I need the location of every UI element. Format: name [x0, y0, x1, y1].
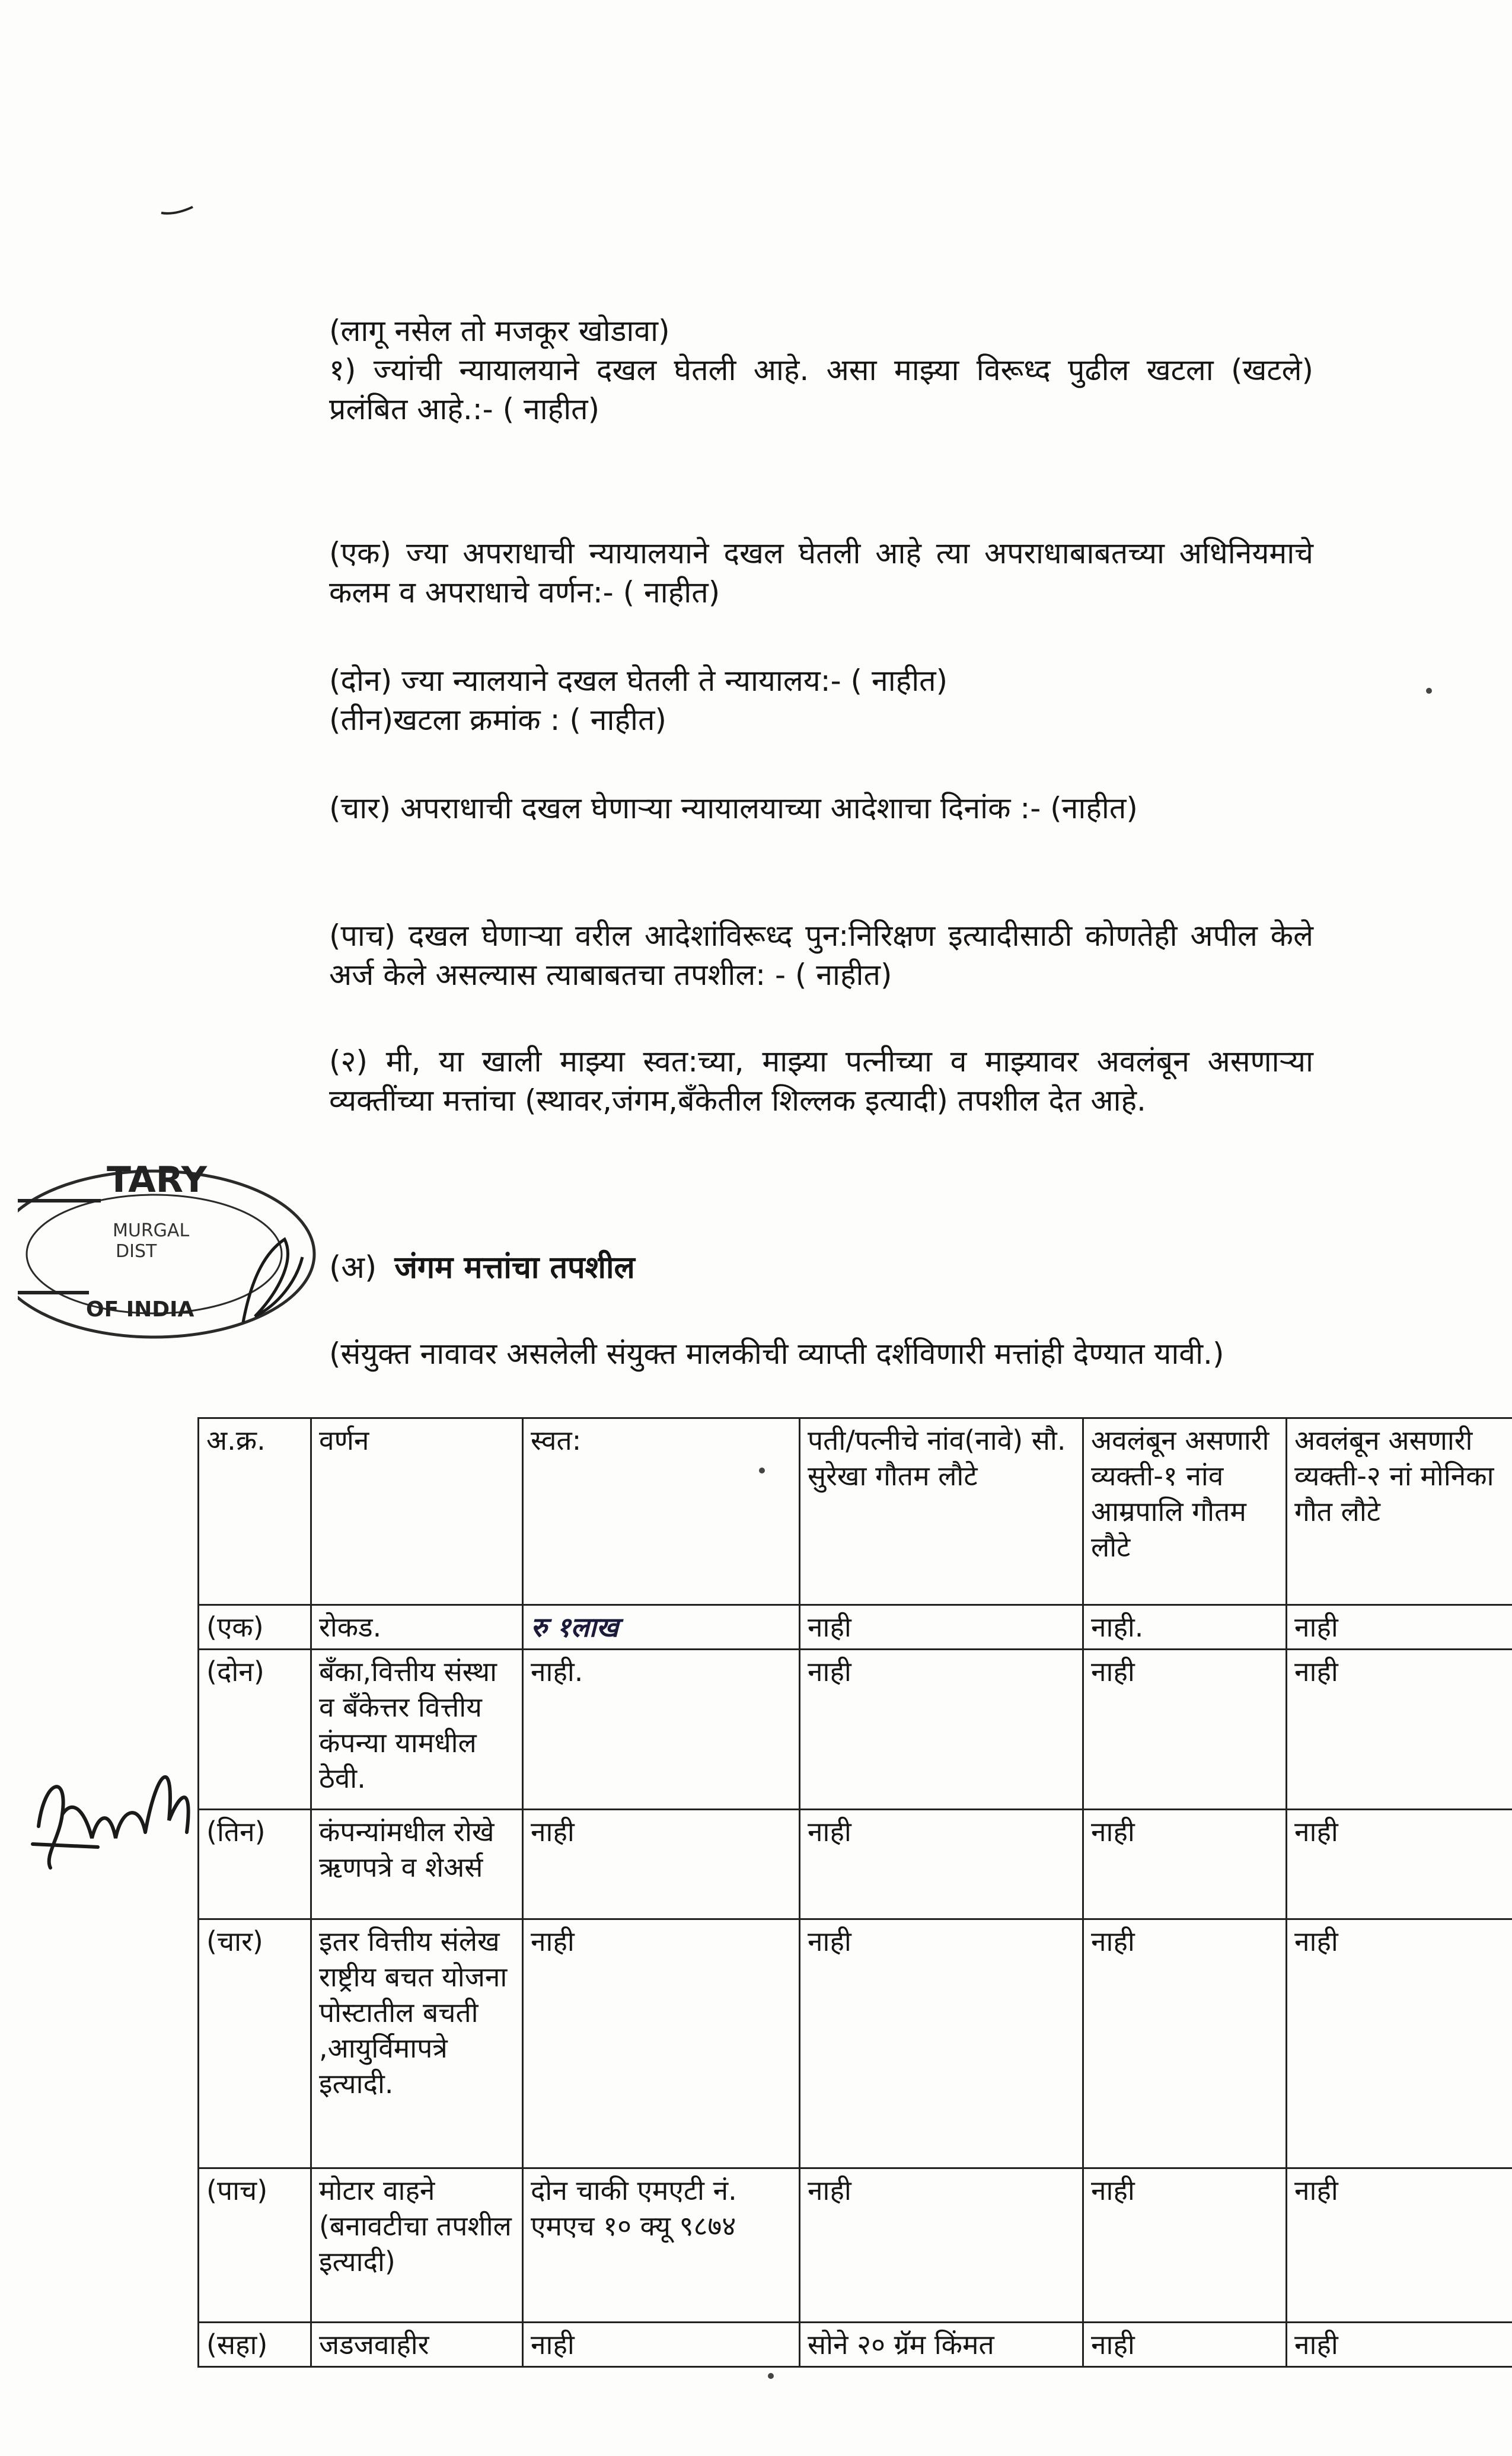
item-2-assets-intro: (२) मी, या खाली माझ्या स्वत:च्या, माझ्या पत्नीच्या व माझ्यावर अवलंबून असणाऱ्या व्यक्तींच्या मत्तांचा (स्थावर,जंगम,बँकेतील शिल्लक इत्यादी) तपशील देत आहे.	[329, 1044, 1313, 1118]
speck	[768, 2373, 774, 2379]
section-a-label: (अ)	[329, 1250, 377, 1286]
notary-stamp	[18, 1156, 326, 1352]
cell-desc: जडजवाहीर	[311, 2323, 523, 2367]
cell-dep2: नाही	[1287, 2168, 1512, 2323]
table-row	[199, 1650, 1512, 1810]
cell-dep2: नाही	[1287, 2323, 1512, 2367]
cell-spouse: नाही	[800, 1810, 1083, 1919]
case-ek: (एक) ज्या अपराधाची न्यायालयाने दखल घेतली आहे त्या अपराधाबाबतच्या अधिनियमाचे कलम व अपराधाचे वर्णन:- ( नाहीत)	[329, 536, 1313, 610]
cell-sr: (दोन)	[199, 1650, 311, 1810]
stamp-line-3: DIST	[116, 1241, 157, 1262]
table-row	[199, 2168, 1512, 2323]
cell-self: रु १लाख	[523, 1605, 800, 1650]
cell-dep1: नाही	[1083, 2168, 1287, 2323]
cell-desc: कंपन्यांमधील रोखे ऋणपत्रे व शेअर्स	[311, 1810, 523, 1919]
section-a-note: (संयुक्त नावावर असलेली संयुक्त मालकीची व्याप्ती दर्शविणारी मत्तांही देण्यात यावी.)	[329, 1337, 1224, 1371]
pen-mark-icon	[160, 205, 196, 216]
cell-sr: (पाच)	[199, 2168, 311, 2323]
strike-instruction: (लागू नसेल तो मजकूर खोडावा)	[329, 314, 670, 348]
case-don: (दोन) ज्या न्यालयाने दखल घेतली ते न्यायालय:- ( नाहीत)	[329, 664, 948, 698]
header-self: स्वत:	[523, 1418, 800, 1605]
table-row	[199, 1605, 1512, 1650]
speck	[1426, 688, 1432, 694]
table-row	[199, 2323, 1512, 2367]
cell-dep1: नाही.	[1083, 1605, 1287, 1650]
case-char: (चार) अपराधाची दखल घेणाऱ्या न्यायालयाच्या आदेशाचा दिनांक :- (नाहीत)	[329, 791, 1138, 825]
table-row	[199, 1810, 1512, 1919]
section-a-title: जंगम मत्तांचा तपशील	[394, 1250, 635, 1286]
cell-self: नाही	[523, 1919, 800, 2168]
signature-mark	[27, 1720, 205, 1886]
cell-self: नाही.	[523, 1650, 800, 1810]
stamp-line-1: TARY	[107, 1159, 208, 1201]
cell-spouse: सोने २० ग्रॅम किंमत	[800, 2323, 1083, 2367]
cell-sr: (चार)	[199, 1919, 311, 2168]
header-sr: अ.क्र.	[199, 1418, 311, 1605]
stamp-line-2: MURGAL	[113, 1220, 190, 1241]
cell-dep2: नाही	[1287, 1650, 1512, 1810]
header-spouse: पती/पत्नीचे नांव(नावे) सौ. सुरेखा गौतम लौटे	[800, 1418, 1083, 1605]
cell-self: दोन चाकी एमएटी नं. एमएच १० क्यू ९८७४	[523, 2168, 800, 2323]
table-row	[199, 1919, 1512, 2168]
header-desc: वर्णन	[311, 1418, 523, 1605]
section-a-heading	[329, 1245, 635, 1287]
stamp-line-4: OF INDIA	[86, 1297, 194, 1322]
cell-dep2: नाही	[1287, 1810, 1512, 1919]
header-dep2: अवलंबून असणारी व्यक्ती-२ नां मोनिका गौत लौटे	[1287, 1418, 1512, 1605]
header-dep1: अवलंबून असणारी व्यक्ती-१ नांव आम्रपालि गौतम लौटे	[1083, 1418, 1287, 1605]
cell-dep2: नाही	[1287, 1919, 1512, 2168]
cell-sr: (एक)	[199, 1605, 311, 1650]
cell-dep1: नाही	[1083, 1650, 1287, 1810]
cell-spouse: नाही	[800, 1919, 1083, 2168]
cell-spouse: नाही	[800, 2168, 1083, 2323]
case-teen: (तीन)खटला क्रमांक : ( नाहीत)	[329, 703, 666, 737]
cell-sr: (तिन)	[199, 1810, 311, 1919]
table-header-row	[199, 1418, 1512, 1605]
cell-desc: रोकड.	[311, 1605, 523, 1650]
cell-spouse: नाही	[800, 1605, 1083, 1650]
cell-dep2: नाही	[1287, 1605, 1512, 1650]
cell-desc: इतर वित्तीय संलेख राष्ट्रीय बचत योजना पोस्टातील बचती ,आयुर्विमापत्रे इत्यादी.	[311, 1919, 523, 2168]
cell-dep1: नाही	[1083, 1919, 1287, 2168]
case-pach: (पाच) दखल घेणाऱ्या वरील आदेशांविरूध्द पुन:निरिक्षण इत्यादीसाठी कोणतेही अपील केले अर्ज केले असल्यास त्याबाबतचा तपशील: - ( नाहीत)	[329, 918, 1313, 992]
cell-desc: मोटार वाहने (बनावटीचा तपशील इत्यादी)	[311, 2168, 523, 2323]
cell-sr: (सहा)	[199, 2323, 311, 2367]
cell-self: नाही	[523, 1810, 800, 1919]
instruction-block	[329, 311, 1313, 429]
item-1-pending-cases: १) ज्यांची न्यायालयाने दखल घेतली आहे. असा माझ्या विरूध्द पुढील खटला (खटले) प्रलंबित आहे.:- ( नाहीत)	[329, 353, 1313, 426]
movable-assets-table	[197, 1417, 1512, 2368]
cell-dep1: नाही	[1083, 1810, 1287, 1919]
cell-self: नाही	[523, 2323, 800, 2367]
cell-spouse: नाही	[800, 1650, 1083, 1810]
cell-dep1: नाही	[1083, 2323, 1287, 2367]
cell-desc: बँका,वित्तीय संस्था व बँकेत्तर वित्तीय कंपन्या यामधील ठेवी.	[311, 1650, 523, 1810]
